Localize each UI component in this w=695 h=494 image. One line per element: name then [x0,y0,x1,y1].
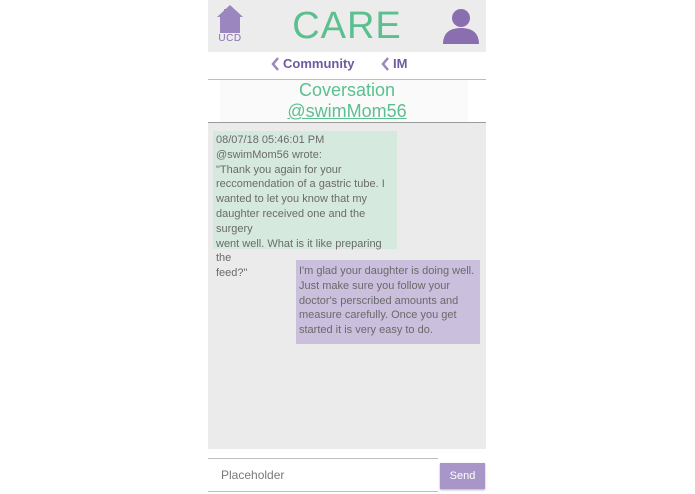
user-profile-button[interactable] [442,7,480,45]
message-line: feed?" [216,267,248,280]
message-line: I'm glad your daughter is doing well. [299,265,475,277]
message-line: @swimMom56 wrote: [216,148,322,161]
outgoing-message [296,260,480,344]
conversation-handle-link[interactable]: @swimMom56 [287,101,407,121]
conversation-title: Coversation [298,80,396,100]
message-line: reccomendation of a gastric tube. I [216,178,385,191]
message-line: "Thank you again for your [216,163,342,176]
nav-back-community[interactable] [271,56,355,71]
conversation-header [208,80,486,123]
app-container [208,0,486,494]
message-line: daughter received one and the surgery [216,207,366,235]
message-input[interactable] [208,458,438,492]
message-line: wanted to let you know that my [216,193,368,206]
message-line: 08/07/18 05:46:01 PM [216,134,325,146]
send-button[interactable]: Send [440,463,485,489]
message-line: went well. What is it like preparing the [216,237,382,265]
chevron-left-icon [381,57,390,71]
message-line: measure carefully. Once you get [299,309,457,322]
message-composer [208,458,486,494]
message-line: started it is very easy to do. [299,324,433,337]
nav-label-im: IM [393,56,408,71]
message-line: Just make sure you follow your [299,279,451,292]
chevron-left-icon [271,57,280,71]
brand-title: CARE [292,5,402,47]
app-header [208,0,486,52]
user-icon [442,7,480,45]
nav-back-im[interactable] [381,56,407,71]
nav-label-community: Community [283,56,355,71]
message-line: doctor's perscribed amounts and [299,294,459,307]
message-thread[interactable] [208,123,486,449]
home-label: UCD [218,33,242,44]
breadcrumb-nav [208,52,486,80]
